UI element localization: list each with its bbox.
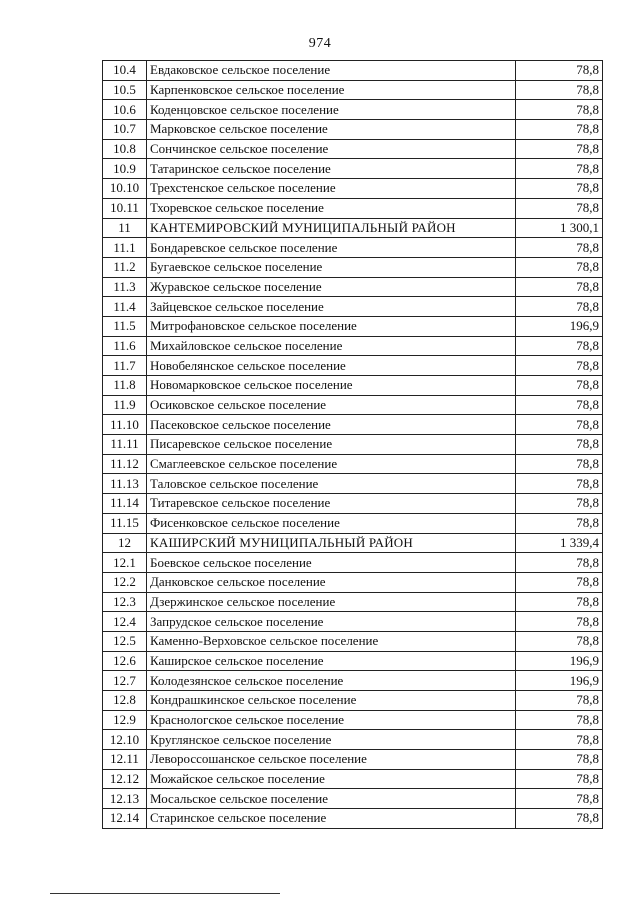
row-number-cell: 11.2 (103, 257, 147, 277)
table-row (103, 336, 603, 356)
amount-cell: 78,8 (516, 592, 603, 612)
row-number-cell: 12.11 (103, 750, 147, 770)
table-row (103, 474, 603, 494)
amount-cell: 78,8 (516, 730, 603, 750)
settlement-name-cell: КАШИРСКИЙ МУНИЦИПАЛЬНЫЙ РАЙОН (147, 533, 516, 553)
row-number-cell: 12.10 (103, 730, 147, 750)
amount-cell: 78,8 (516, 454, 603, 474)
footer-divider (50, 893, 280, 894)
table-row (103, 553, 603, 573)
table-row (103, 612, 603, 632)
settlement-name-cell: Тхоревское сельское поселение (147, 198, 516, 218)
settlements-table (102, 60, 603, 829)
table-row (103, 454, 603, 474)
row-number-cell: 12.13 (103, 789, 147, 809)
table-row (103, 572, 603, 592)
settlement-name-cell: Круглянское сельское поселение (147, 730, 516, 750)
row-number-cell: 11.12 (103, 454, 147, 474)
amount-cell: 78,8 (516, 553, 603, 573)
amount-cell: 78,8 (516, 297, 603, 317)
amount-cell: 78,8 (516, 809, 603, 829)
table-body (103, 61, 603, 829)
settlement-name-cell: Новомарковское сельское поселение (147, 376, 516, 396)
amount-cell: 78,8 (516, 612, 603, 632)
settlement-name-cell: Бондаревское сельское поселение (147, 238, 516, 258)
settlement-name-cell: Евдаковское сельское поселение (147, 61, 516, 81)
row-number-cell: 11.14 (103, 494, 147, 514)
amount-cell: 78,8 (516, 159, 603, 179)
amount-cell: 78,8 (516, 435, 603, 455)
amount-cell: 78,8 (516, 80, 603, 100)
row-number-cell: 10.10 (103, 179, 147, 199)
amount-cell: 196,9 (516, 671, 603, 691)
amount-cell: 78,8 (516, 100, 603, 120)
row-number-cell: 10.5 (103, 80, 147, 100)
table-row (103, 100, 603, 120)
amount-cell: 1 339,4 (516, 533, 603, 553)
table-row (103, 710, 603, 730)
amount-cell: 196,9 (516, 316, 603, 336)
table-row (103, 257, 603, 277)
settlement-name-cell: Карпенковское сельское поселение (147, 80, 516, 100)
row-number-cell: 11 (103, 218, 147, 238)
settlement-name-cell: Каширское сельское поселение (147, 651, 516, 671)
table-row (103, 198, 603, 218)
page-number: 974 (308, 36, 332, 51)
amount-cell: 78,8 (516, 277, 603, 297)
amount-cell: 78,8 (516, 139, 603, 159)
settlement-name-cell: Титаревское сельское поселение (147, 494, 516, 514)
row-number-cell: 12.12 (103, 769, 147, 789)
settlement-name-cell: Новобелянское сельское поселение (147, 356, 516, 376)
table-row (103, 592, 603, 612)
settlement-name-cell: Журавское сельское поселение (147, 277, 516, 297)
amount-cell: 78,8 (516, 336, 603, 356)
row-number-cell: 12.2 (103, 572, 147, 592)
settlement-name-cell: Коденцовское сельское поселение (147, 100, 516, 120)
amount-cell: 78,8 (516, 572, 603, 592)
district-row (103, 533, 603, 553)
amount-cell: 78,8 (516, 179, 603, 199)
settlement-name-cell: Писаревское сельское поселение (147, 435, 516, 455)
amount-cell: 78,8 (516, 198, 603, 218)
settlement-name-cell: Фисенковское сельское поселение (147, 513, 516, 533)
table-row (103, 297, 603, 317)
amount-cell: 78,8 (516, 769, 603, 789)
settlement-name-cell: Михайловское сельское поселение (147, 336, 516, 356)
row-number-cell: 11.3 (103, 277, 147, 297)
amount-cell: 78,8 (516, 474, 603, 494)
settlement-name-cell: Старинское сельское поселение (147, 809, 516, 829)
table-row (103, 238, 603, 258)
settlement-name-cell: Смаглеевское сельское поселение (147, 454, 516, 474)
settlement-name-cell: Митрофановское сельское поселение (147, 316, 516, 336)
row-number-cell: 12.6 (103, 651, 147, 671)
settlement-name-cell: Пасековское сельское поселение (147, 415, 516, 435)
table-row (103, 139, 603, 159)
table-row (103, 513, 603, 533)
row-number-cell: 11.13 (103, 474, 147, 494)
settlement-name-cell: Данковское сельское поселение (147, 572, 516, 592)
row-number-cell: 12.4 (103, 612, 147, 632)
table-row (103, 631, 603, 651)
settlement-name-cell: Бугаевское сельское поселение (147, 257, 516, 277)
row-number-cell: 11.8 (103, 376, 147, 396)
amount-cell: 78,8 (516, 395, 603, 415)
table-row (103, 691, 603, 711)
table-row (103, 789, 603, 809)
row-number-cell: 11.9 (103, 395, 147, 415)
row-number-cell: 11.15 (103, 513, 147, 533)
row-number-cell: 12 (103, 533, 147, 553)
row-number-cell: 10.9 (103, 159, 147, 179)
table-row (103, 120, 603, 140)
row-number-cell: 10.8 (103, 139, 147, 159)
row-number-cell: 10.6 (103, 100, 147, 120)
row-number-cell: 12.9 (103, 710, 147, 730)
table-row (103, 750, 603, 770)
settlement-name-cell: Сончинское сельское поселение (147, 139, 516, 159)
row-number-cell: 11.4 (103, 297, 147, 317)
row-number-cell: 12.14 (103, 809, 147, 829)
amount-cell: 78,8 (516, 631, 603, 651)
amount-cell: 78,8 (516, 120, 603, 140)
table-row (103, 61, 603, 81)
amount-cell: 78,8 (516, 691, 603, 711)
settlement-name-cell: Левороссошанское сельское поселение (147, 750, 516, 770)
amount-cell: 78,8 (516, 513, 603, 533)
amount-cell: 78,8 (516, 61, 603, 81)
row-number-cell: 10.4 (103, 61, 147, 81)
row-number-cell: 11.7 (103, 356, 147, 376)
settlement-name-cell: Запрудское сельское поселение (147, 612, 516, 632)
settlement-name-cell: Осиковское сельское поселение (147, 395, 516, 415)
table-row (103, 494, 603, 514)
district-row (103, 218, 603, 238)
row-number-cell: 12.1 (103, 553, 147, 573)
amount-cell: 78,8 (516, 789, 603, 809)
table-row (103, 277, 603, 297)
row-number-cell: 12.8 (103, 691, 147, 711)
settlement-name-cell: Колодезянское сельское поселение (147, 671, 516, 691)
row-number-cell: 11.11 (103, 435, 147, 455)
amount-cell: 78,8 (516, 750, 603, 770)
amount-cell: 78,8 (516, 238, 603, 258)
settlement-name-cell: КАНТЕМИРОВСКИЙ МУНИЦИПАЛЬНЫЙ РАЙОН (147, 218, 516, 238)
table-row (103, 80, 603, 100)
amount-cell: 1 300,1 (516, 218, 603, 238)
row-number-cell: 12.3 (103, 592, 147, 612)
settlement-name-cell: Каменно-Верховское сельское поселение (147, 631, 516, 651)
settlement-name-cell: Таловское сельское поселение (147, 474, 516, 494)
amount-cell: 196,9 (516, 651, 603, 671)
amount-cell: 78,8 (516, 415, 603, 435)
amount-cell: 78,8 (516, 257, 603, 277)
amount-cell: 78,8 (516, 356, 603, 376)
settlement-name-cell: Кондрашкинское сельское поселение (147, 691, 516, 711)
table-row (103, 159, 603, 179)
table-row (103, 671, 603, 691)
settlement-name-cell: Татаринское сельское поселение (147, 159, 516, 179)
amount-cell: 78,8 (516, 376, 603, 396)
settlement-name-cell: Зайцевское сельское поселение (147, 297, 516, 317)
row-number-cell: 10.7 (103, 120, 147, 140)
table-row (103, 809, 603, 829)
table-row (103, 316, 603, 336)
table-row (103, 415, 603, 435)
row-number-cell: 10.11 (103, 198, 147, 218)
row-number-cell: 12.7 (103, 671, 147, 691)
settlement-name-cell: Марковское сельское поселение (147, 120, 516, 140)
table-row (103, 395, 603, 415)
settlement-name-cell: Можайское сельское поселение (147, 769, 516, 789)
row-number-cell: 12.5 (103, 631, 147, 651)
amount-cell: 78,8 (516, 494, 603, 514)
table-row (103, 356, 603, 376)
table-row (103, 651, 603, 671)
settlement-name-cell: Боевское сельское поселение (147, 553, 516, 573)
table-row (103, 769, 603, 789)
settlement-name-cell: Трехстенское сельское поселение (147, 179, 516, 199)
row-number-cell: 11.1 (103, 238, 147, 258)
row-number-cell: 11.10 (103, 415, 147, 435)
table-row (103, 376, 603, 396)
table-row (103, 435, 603, 455)
amount-cell: 78,8 (516, 710, 603, 730)
table-row (103, 730, 603, 750)
row-number-cell: 11.5 (103, 316, 147, 336)
settlement-name-cell: Краснологское сельское поселение (147, 710, 516, 730)
settlement-name-cell: Мосальское сельское поселение (147, 789, 516, 809)
row-number-cell: 11.6 (103, 336, 147, 356)
table-row (103, 179, 603, 199)
settlement-name-cell: Дзержинское сельское поселение (147, 592, 516, 612)
